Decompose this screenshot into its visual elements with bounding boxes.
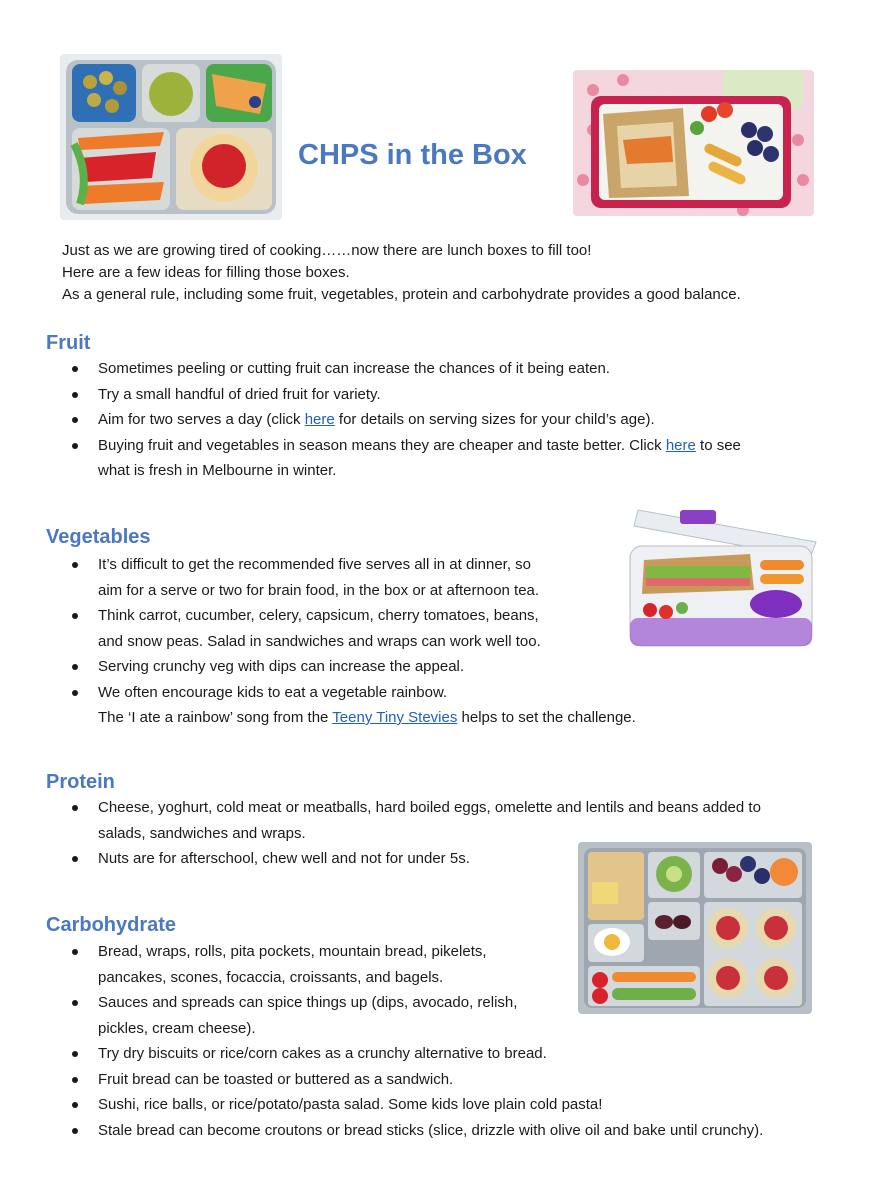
purple-lunchbox-image: [620, 500, 822, 650]
list-text: for details on serving sizes for your child’s age).: [334, 411, 655, 428]
list-text: pancakes, scones, focaccia, croissants, and bagels.: [98, 968, 444, 986]
intro-line: Here are a few ideas for filling those boxes.: [62, 264, 350, 281]
list-item: Try dry biscuits or rice/corn cakes as a crunchy alternative to bread.: [98, 1041, 763, 1067]
vegetables-heading: Vegetables: [46, 526, 151, 548]
list-item: Nuts are for afterschool, chew well and not for under 5s.: [98, 846, 761, 872]
carbohydrate-list: [70, 939, 763, 1143]
intro-line: As a general rule, including some fruit, vegetables, protein and carbohydrate provides a good balance.: [62, 286, 741, 303]
list-text: helps to set the challenge.: [457, 709, 636, 726]
list-item: Sushi, rice balls, or rice/potato/pasta salad. Some kids love plain cold pasta!: [98, 1092, 763, 1118]
fruit-list: [70, 356, 741, 484]
list-text: aim for a serve or two for brain food, in the box or at afternoon tea.: [98, 581, 540, 599]
list-text: It’s difficult to get the recommended five serves all in at dinner, so: [98, 556, 532, 573]
protein-heading: Protein: [46, 771, 115, 793]
serving-sizes-link[interactable]: here: [304, 411, 335, 428]
list-item: [98, 603, 636, 654]
list-text: Cheese, yoghurt, cold meat or meatballs, hard boiled eggs, omelette and lentils and beans added to: [98, 799, 761, 816]
list-item: Serving crunchy veg with dips can increase the appeal.: [98, 654, 636, 680]
list-text: Think carrot, cucumber, celery, capsicum, cherry tomatoes, beans,: [98, 607, 539, 624]
list-item: [98, 433, 741, 484]
carbohydrate-heading: Carbohydrate: [46, 914, 177, 936]
list-item: [98, 407, 741, 433]
sandwich-lunchbox-image: [573, 70, 814, 216]
list-text: salads, sandwiches and wraps.: [98, 824, 306, 842]
list-item: Sometimes peeling or cutting fruit can increase the chances of it being eaten.: [98, 356, 741, 382]
list-text: Aim for two serves a day (click: [98, 411, 305, 428]
list-text: pickles, cream cheese).: [98, 1019, 256, 1037]
fruit-heading: Fruit: [46, 332, 91, 354]
list-text: We often encourage kids to eat a vegetable rainbow.: [98, 683, 448, 701]
list-text: Buying fruit and vegetables in season means they are cheaper and taste better. Click: [98, 436, 666, 454]
list-item: [98, 990, 763, 1041]
list-text: The ‘I ate a rainbow’ song from the: [98, 709, 333, 726]
list-text: what is fresh in Melbourne in winter.: [98, 462, 337, 479]
teeny-tiny-stevies-link[interactable]: Teeny Tiny Stevies: [332, 709, 458, 726]
list-item: [98, 939, 763, 990]
list-item: Fruit bread can be toasted or buttered as a sandwich.: [98, 1067, 763, 1093]
list-text: Sauces and spreads can spice things up (dips, avocado, relish,: [98, 994, 518, 1011]
list-item: [98, 552, 636, 603]
page-title: CHPS in the Box: [298, 139, 527, 171]
list-item: Stale bread can become croutons or bread sticks (slice, drizzle with olive oil and bake until crunchy).: [98, 1118, 763, 1144]
list-text: Bread, wraps, rolls, pita pockets, mountain bread, pikelets,: [98, 943, 487, 960]
list-text: and snow peas. Salad in sandwiches and wraps can work well too.: [98, 632, 541, 650]
list-text: to see: [695, 436, 741, 454]
list-item: [98, 680, 636, 731]
list-item: Try a small handful of dried fruit for variety.: [98, 382, 741, 408]
intro-text: [62, 240, 741, 306]
intro-line: Just as we are growing tired of cooking……now there are lunch boxes to fill too!: [62, 242, 592, 259]
bento-lunchbox-image: [60, 54, 282, 220]
vegetables-list: [70, 552, 636, 731]
list-item: [98, 795, 761, 846]
seasonal-produce-link[interactable]: here: [665, 436, 696, 454]
